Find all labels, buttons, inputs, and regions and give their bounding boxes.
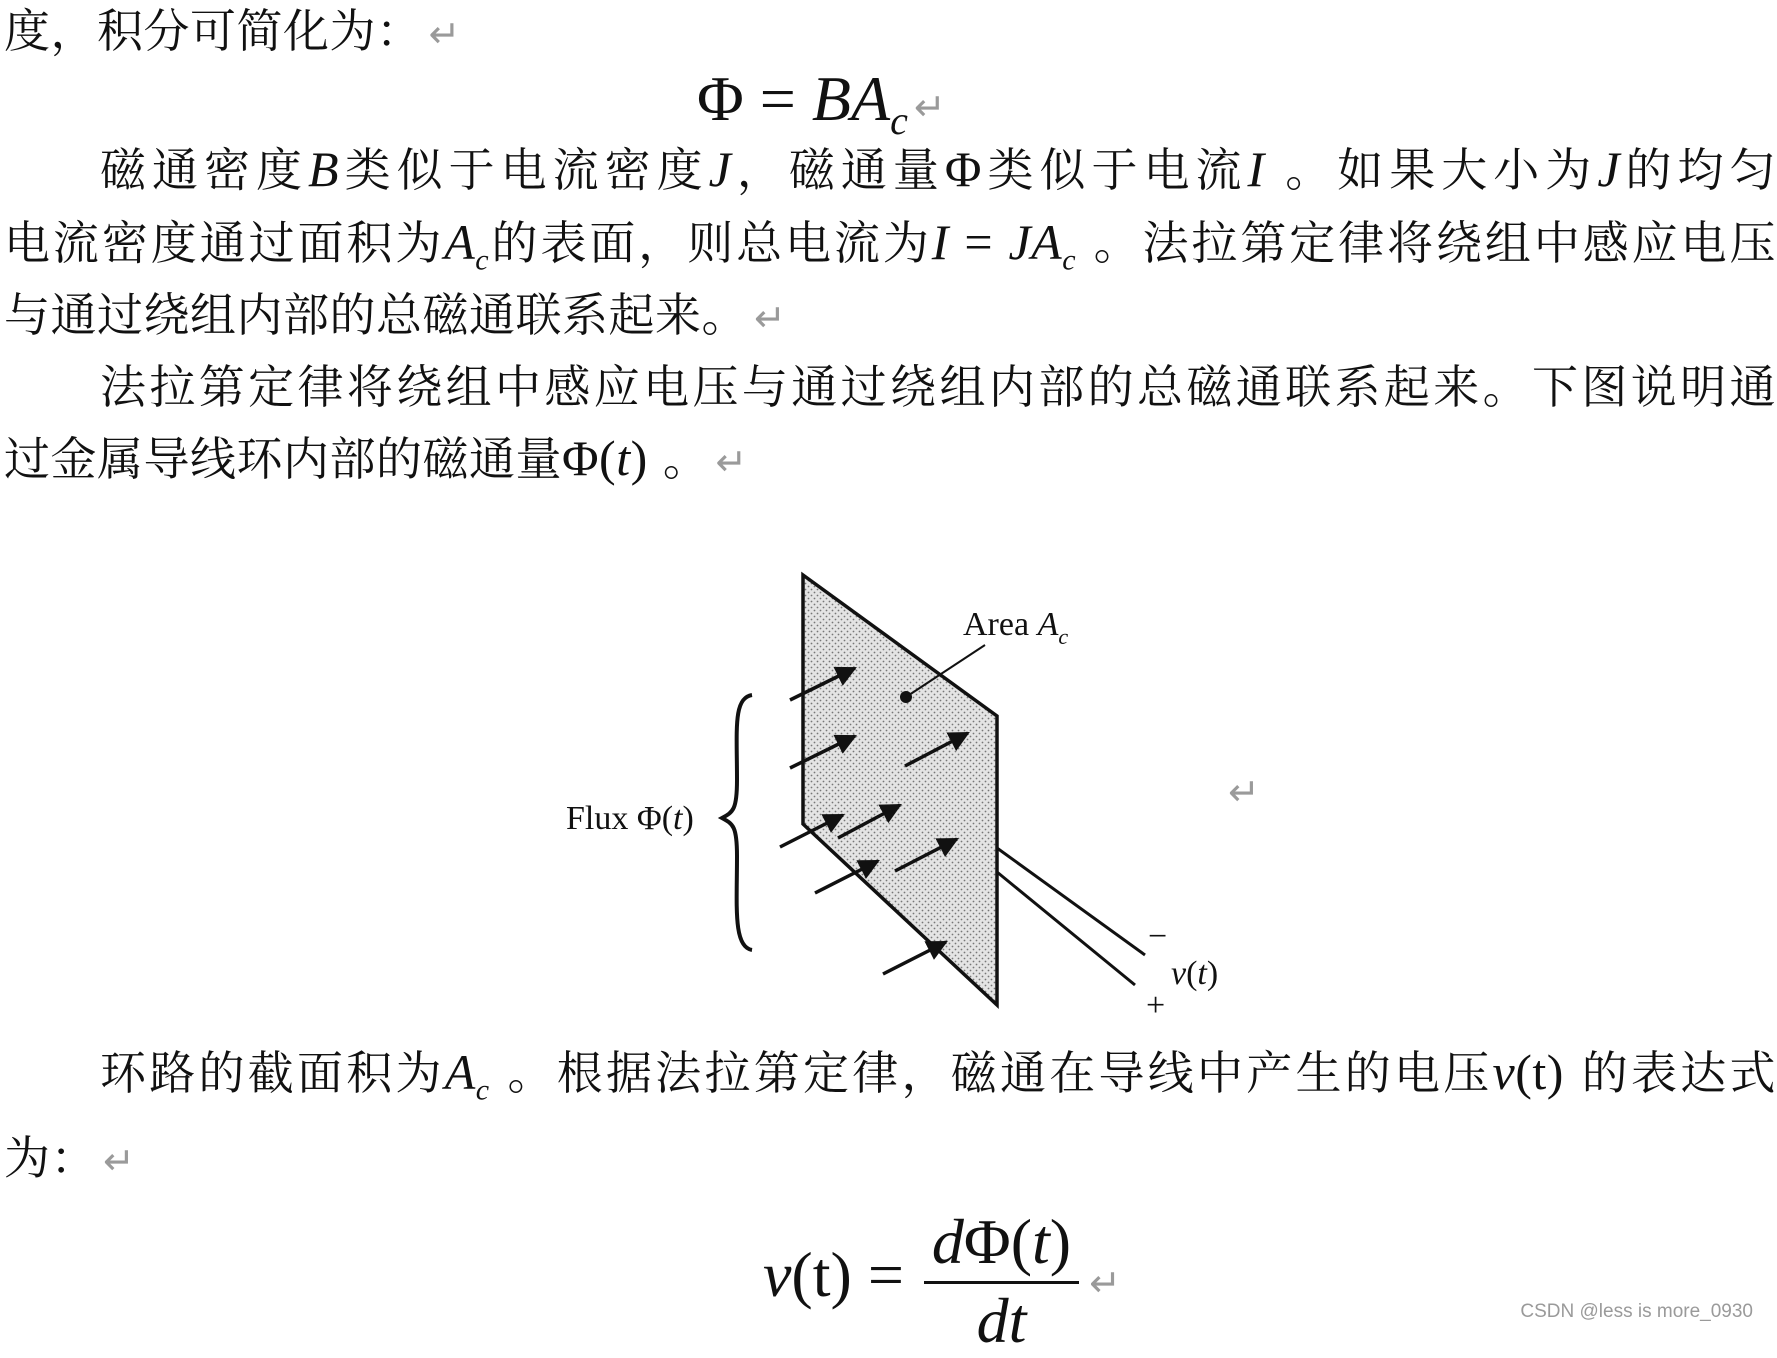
math-v: v	[1492, 1044, 1516, 1100]
math-phi: Φ	[944, 141, 982, 197]
math-I: I	[1247, 141, 1265, 197]
flux-label-t: t	[673, 800, 683, 837]
math-I: I	[931, 214, 949, 270]
flux-label-text: Flux Φ(	[566, 800, 674, 837]
para2-text: 法拉第定律将绕组中感应电压与通过绕组内部的总磁通联系起来。下图说明通	[100, 360, 1776, 414]
voltage-label-close: )	[1206, 955, 1219, 992]
math-sub-c: c	[1062, 243, 1077, 277]
eq2-v: v	[763, 1239, 792, 1311]
para3-text: 。根据法拉第定律，磁通在导线中产生的电压	[489, 1046, 1493, 1100]
eq1-phi: Φ	[697, 63, 744, 134]
para3-line1	[100, 1041, 1776, 1122]
para3-text: 环路的截面积为	[100, 1046, 445, 1100]
para3-text: 的表达式	[1563, 1046, 1777, 1100]
flux-brace	[722, 695, 752, 950]
para3-text: 为：	[4, 1131, 97, 1185]
math-t: t	[616, 430, 631, 486]
area-label-text: Area	[963, 606, 1038, 643]
watermark: CSDN @less is more_0930	[1520, 1301, 1753, 1322]
eq2-phi: Φ(	[963, 1206, 1032, 1277]
para1-text: 。如果大小为	[1264, 143, 1598, 197]
paragraph-return-icon: ↵	[754, 296, 787, 340]
eq2-denominator: dt	[976, 1285, 1027, 1356]
equation-faraday	[763, 1205, 1121, 1358]
para2-text: 过金属导线环内部的磁通量	[4, 432, 562, 486]
math-JA: JA	[1008, 214, 1063, 270]
eq1-equals: =	[743, 63, 812, 134]
eq2-close: )	[1049, 1206, 1072, 1277]
area-label-A: A	[1037, 606, 1059, 643]
eq2-fraction	[924, 1205, 1079, 1358]
math-J: J	[1597, 141, 1621, 197]
para3-line2	[4, 1127, 1776, 1192]
voltage-label	[1171, 955, 1218, 993]
voltage-label-t: t	[1197, 955, 1207, 992]
eq1-sub-c: c	[890, 98, 908, 143]
para1-text: ，磁通量	[731, 143, 945, 197]
area-label	[963, 606, 1068, 650]
para1-text: 类似于电流密度	[339, 143, 709, 197]
paragraph-return-icon: ↵	[715, 440, 748, 484]
voltage-label-open: (	[1186, 955, 1198, 992]
math-B: B	[308, 141, 340, 197]
eq2-arg: (t)	[791, 1239, 852, 1311]
terminal-plus-sign: +	[1146, 987, 1166, 1024]
eq2-d: d	[931, 1206, 964, 1277]
eq1-ba: BA	[811, 63, 891, 134]
math-phi-open: Φ(	[562, 430, 617, 486]
paragraph-return-icon: ↵	[103, 1139, 136, 1183]
para1-text: 与通过绕组内部的总磁通联系起来。	[4, 288, 748, 342]
para1-text: 的均匀	[1620, 143, 1777, 197]
area-label-sub: c	[1058, 623, 1069, 649]
math-equals: =	[948, 214, 1009, 270]
paragraph-return-icon: ↵	[913, 85, 946, 129]
voltage-label-v: v	[1171, 955, 1187, 992]
math-J: J	[708, 141, 732, 197]
intro-text: 度，积分可简化为：	[4, 4, 423, 58]
para1-text: 的表面，则总电流为	[489, 216, 932, 270]
para1-text: 磁通密度	[100, 143, 309, 197]
flux-label	[566, 800, 694, 838]
paragraph-return-icon: ↵	[1228, 770, 1260, 814]
eq2-numerator	[924, 1205, 1079, 1284]
terminal-minus-sign: −	[1148, 918, 1168, 955]
eq2-t: t	[1032, 1206, 1050, 1277]
flux-label-close: )	[682, 800, 694, 837]
math-sub-c: c	[475, 243, 490, 277]
math-close-paren: )	[630, 430, 648, 486]
flux-arrow	[883, 942, 946, 974]
math-A: A	[444, 1044, 476, 1100]
eq2-equals: =	[851, 1239, 920, 1311]
math-v-arg: (t)	[1515, 1044, 1564, 1100]
paragraph-return-icon: ↵	[1089, 1261, 1121, 1306]
para1-text: 。法拉第定律将绕组中感应电压	[1076, 216, 1777, 270]
math-sub-c: c	[475, 1073, 490, 1107]
math-A: A	[444, 214, 476, 270]
para2-text: 。	[647, 432, 710, 486]
para1-text: 电流密度通过面积为	[4, 216, 445, 270]
para1-text: 类似于电流	[981, 143, 1248, 197]
paragraph-return-icon: ↵	[428, 12, 461, 56]
wire-leads	[997, 848, 1145, 985]
